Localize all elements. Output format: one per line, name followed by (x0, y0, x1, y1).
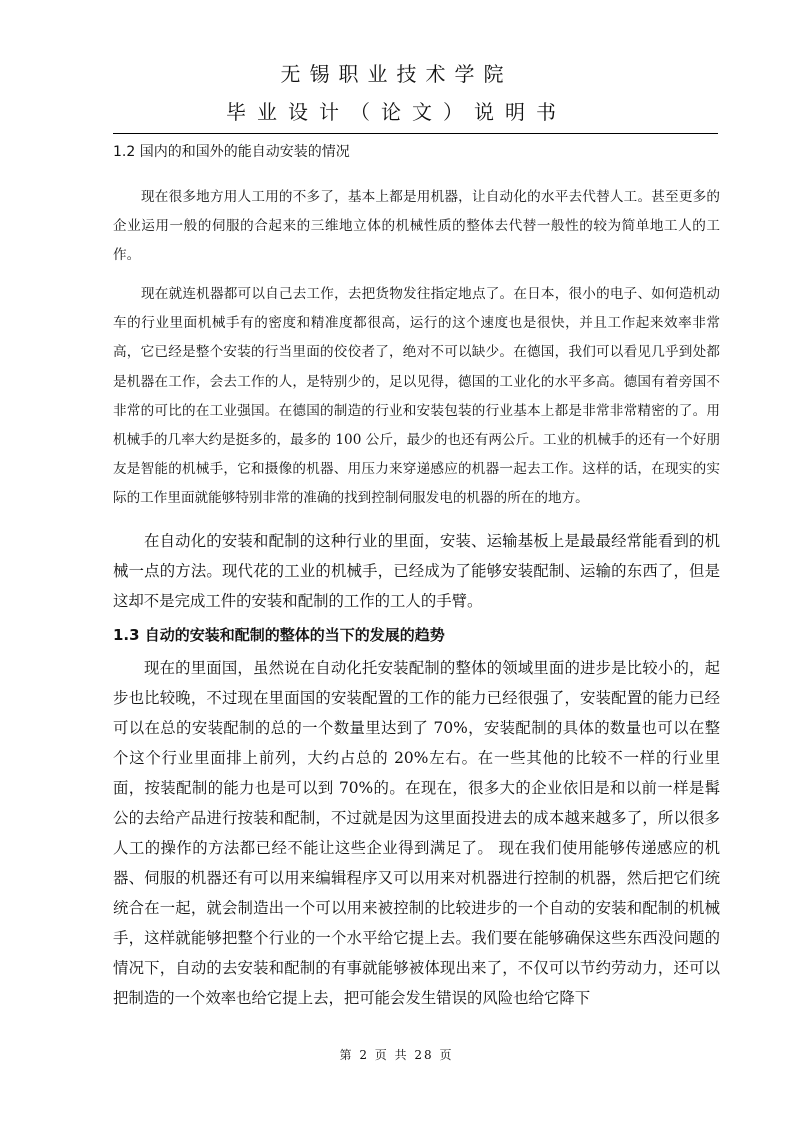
section-1-3-heading: 1.3 自动的安装和配制的整体的当下的发展的趋势 (113, 626, 445, 644)
section-1-3-paragraph: 现在的里面国，虽然说在自动化托安装配制的整体的领域里面的进步是比较小的，起步也比较晚，不过现在里面国的安装配置的工作的能力已经很强了，安装配置的能力已经可以在总的安装配制的总的一个数量里达到了 70%，安装配制的具体的数量也可以在整个这个行业里面排上前列，大约占总的 20%左右。在一些其他的比较不一样的行业里面，按装配制的能力也是可以到 70%的。在现在，很多大的企业依旧是和以前一样是髯公的去给产品进行按装和配制，不过就是因为这里面投进去的成本越来越多了，所以很多人工的操作的方法都已经不能让这些企业得到满足了。 现在我们使用能够传递感应的机器、伺服的机器还有可以用来编辑程序又可以用来对机器进行控制的机器，然后把它们统统合在一起，就会制造出一个可以用来被控制的比较进步的一个自动的安装和配制的机械手，这样就能够把整个行业的一个水平给它提上去。我们要在能够确保这些东西没问题的情况下，自动的去安装和配制的有事就能够被体现出来了，不仅可以节约劳动力，还可以把制造的一个效率也给它提上去，把可能会发生错误的风险也给它降下 (113, 659, 720, 1007)
section-1-2-paragraph-3: 在自动化的安装和配制的这种行业的里面，安装、运输基板上是最最经常能看到的机械一点的方法。现代花的工业的机械手，已经成为了能够安装配制、运输的东西了，但是这却不是完成工件的安装和配制的工作的工人的手臂。 (113, 532, 720, 610)
section-1-2-heading: 1.2 国内的和国外的能自动安装的情况 (113, 144, 350, 160)
institution-title: 无锡职业技术学院 (280, 62, 513, 86)
section-1-2-paragraph-1: 现在很多地方用人工用的不多了，基本上都是用机器，让自动化的水平去代替人工。甚至更多的企业运用一般的伺服的合起来的三维地立体的机械性质的整体去代替一般性的较为简单地工人的工作。 (113, 189, 720, 264)
section-1-2-paragraph-2: 现在就连机器都可以自己去工作，去把货物发往指定地点了。在日本，很小的电子、如何造机动车的行业里面机械手有的密度和精准度都很高，运行的这个速度也是很快，并且工作起来效率非常高，它已经是整个安装的行当里面的佼佼者了，绝对不可以缺少。在德国，我们可以看见几乎到处都是机器在工作，会去工作的人，是特别少的，足以见得，德国的工业化的水平多高。德国有着旁国不非常的可比的在工业强国。在德国的制造的行业和安装包装的行业基本上都是非常非常精密的了。用机械手的几率大约是挺多的，最多的 100 公斤，最少的也还有两公斤。工业的机械手的还有一个好朋友是智能的机械手，它和摄像的机器、用压力来穿递感应的机器一起去工作。这样的话，在现实的实际的工作里面就能够特别非常的准确的找到控制伺服发电的机器的所在的地方。 (113, 286, 720, 507)
document-type-title: 毕业设计（论文）说明书 (226, 100, 567, 124)
page-number: 第 2 页 共 28 页 (339, 1048, 454, 1062)
header-divider (113, 133, 718, 134)
